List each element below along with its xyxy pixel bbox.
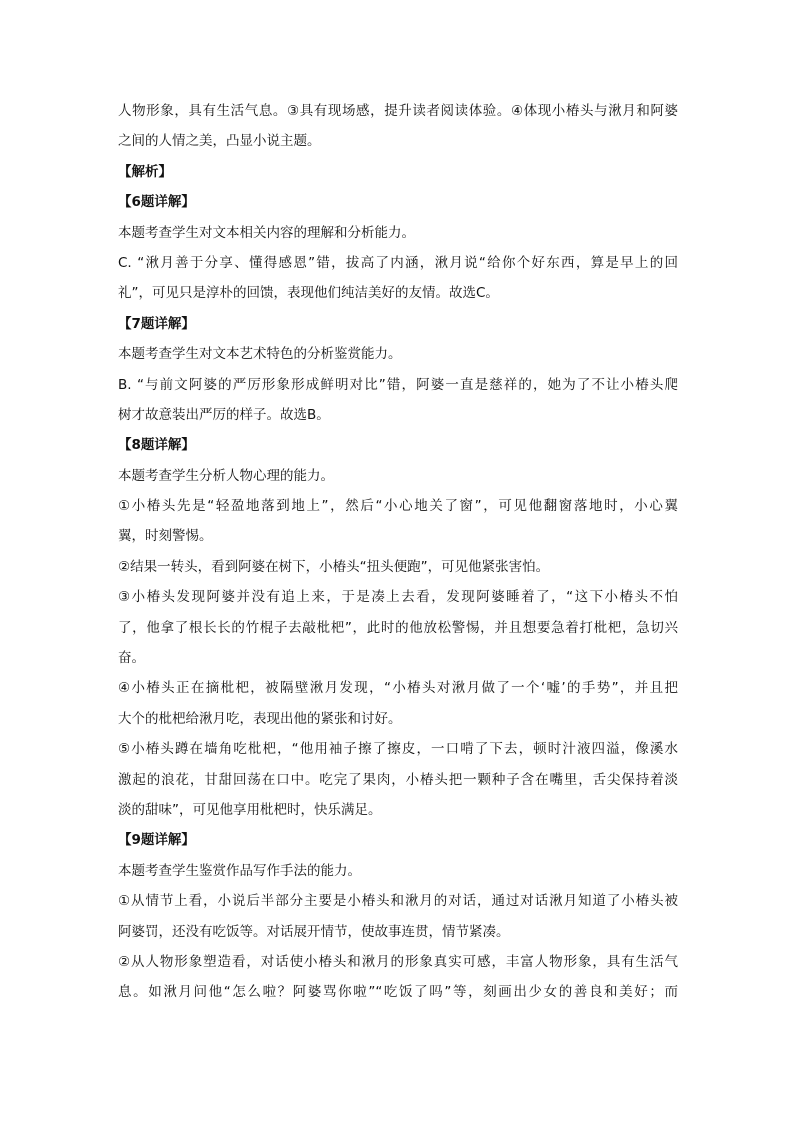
paragraph-line: B. “与前文阿婆的严厉形象形成鲜明对比”错，阿婆一直是慈祥的，她为了不让小椿头爬 <box>118 376 678 393</box>
paragraph-line: ①小椿头先是“轻盈地落到地上”，然后“小心地关了窗”，可见他翻窗落地时，小心翼 <box>118 498 678 515</box>
paragraph-line: 息。如湫月问他“怎么啦？阿婆骂你啦”“吃饭了吗”等，刻画出少女的善良和美好；而 <box>118 984 678 1001</box>
paragraph-line: 了，他拿了根长长的竹棍子去敲枇杷”，此时的他放松警惕，并且想要急着打枇杷，急切兴 <box>118 619 678 636</box>
paragraph-line: 人物形象，具有生活气息。③具有现场感，提升读者阅读体验。④体现小椿头与湫月和阿婆 <box>118 103 678 119</box>
paragraph-line: 阿婆罚，还没有吃饭等。对话展开情节，使故事连贯，情节紧凑。 <box>118 923 510 940</box>
paragraph-line: ②从人物形象塑造看，对话使小椿头和湫月的形象真实可感，丰富人物形象，具有生活气 <box>118 953 678 970</box>
section-heading-analysis: 【解析】 <box>118 163 172 180</box>
paragraph-line: 本题考查学生对文本相关内容的理解和分析能力。 <box>118 224 415 241</box>
paragraph-line: ④小椿头正在摘枇杷，被隔壁湫月发现，“小椿头对湫月做了一个‘嘘’的手势”，并且把 <box>118 680 678 697</box>
document-body <box>118 96 678 1008</box>
paragraph-line: 淡的甜味”，可见他享用枇杷时，快乐满足。 <box>118 801 382 818</box>
paragraph-line: 本题考查学生对文本艺术特色的分析鉴赏能力。 <box>118 346 402 363</box>
paragraph-line: ⑤小椿头蹲在墙角吃枇杷，“他用袖子擦了擦皮，一口啃了下去，顿时汁液四溢，像溪水 <box>118 741 678 758</box>
section-heading-q6: 【6题详解】 <box>118 194 195 211</box>
paragraph-line: 之间的人情之美，凸显小说主题。 <box>118 133 321 150</box>
paragraph-line: ③小椿头发现阿婆并没有追上来，于是凑上去看，发现阿婆睡着了，“这下小椿头不怕 <box>118 589 678 606</box>
section-heading-q9: 【9题详解】 <box>118 832 195 849</box>
paragraph-line: C. “湫月善于分享、懂得感恩”错，拔高了内涵，湫月说“给你个好东西，算是早上的回 <box>118 254 678 271</box>
paragraph-line: 大个的枇杷给湫月吃，表现出他的紧张和讨好。 <box>118 710 402 727</box>
paragraph-line: 礼”，可见只是淳朴的回馈，表现他们纯洁美好的友情。故选C。 <box>118 285 499 302</box>
paragraph-line: ①从情节上看，小说后半部分主要是小椿头和湫月的对话，通过对话湫月知道了小椿头被 <box>118 893 678 910</box>
paragraph-line: 本题考查学生鉴赏作品写作手法的能力。 <box>118 862 361 879</box>
section-heading-q7: 【7题详解】 <box>118 315 195 332</box>
paragraph-line: ②结果一转头，看到阿婆在树下，小椿头“扭头便跑”，可见他紧张害怕。 <box>118 558 550 575</box>
paragraph-line: 激起的浪花，甘甜回荡在口中。吃完了果肉，小椿头把一颗种子含在嘴里，舌尖保持着淡 <box>118 771 678 788</box>
paragraph-line: 树才故意装出严厉的样子。故选B。 <box>118 406 330 423</box>
paragraph-line: 奋。 <box>118 650 145 667</box>
section-heading-q8: 【8题详解】 <box>118 437 195 454</box>
paragraph-line: 翼，时刻警惕。 <box>118 528 213 545</box>
paragraph-line: 本题考查学生分析人物心理的能力。 <box>118 467 334 484</box>
